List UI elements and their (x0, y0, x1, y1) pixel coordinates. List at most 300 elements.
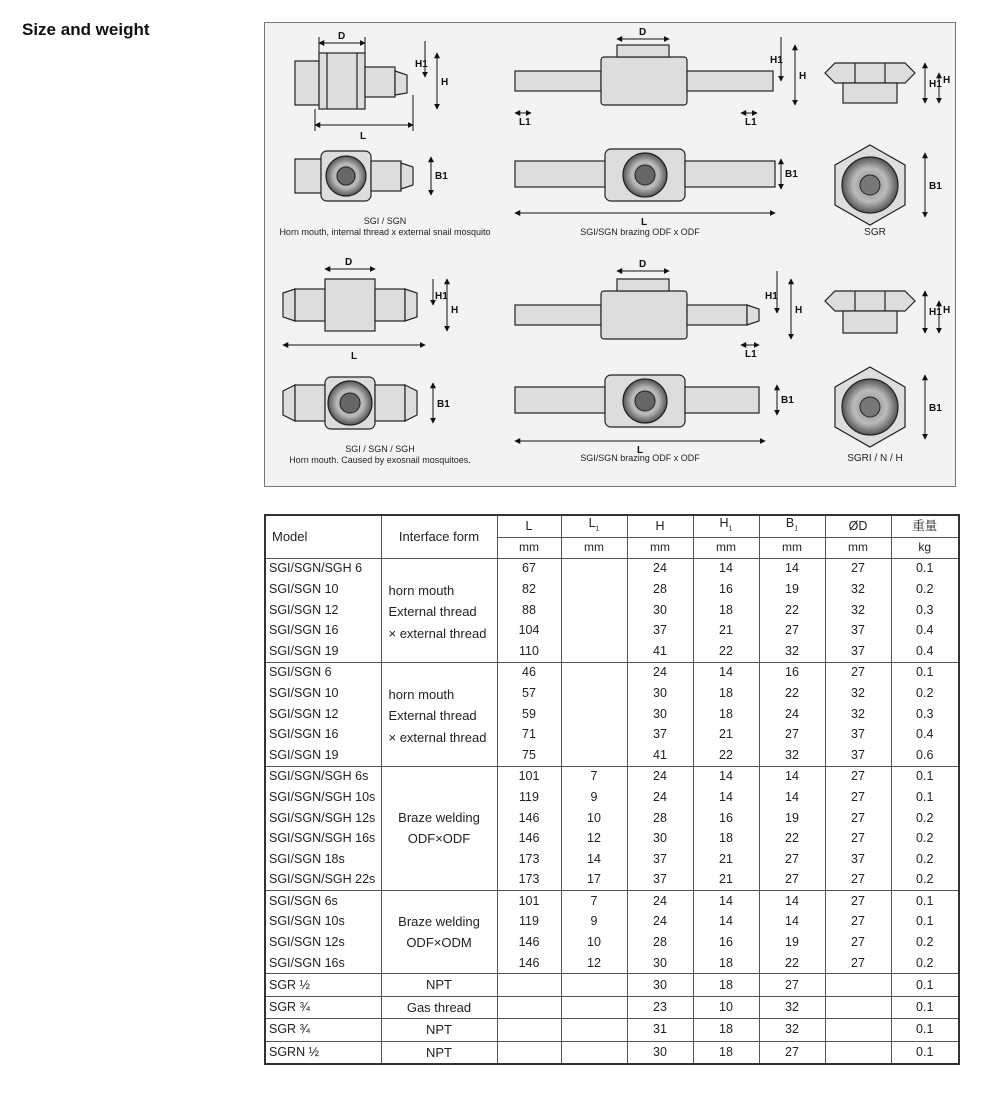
cell-model: SGI/SGN 10 (265, 579, 381, 600)
header-h1-text: H (719, 516, 729, 531)
cell-l1: 10 (561, 932, 627, 953)
cell-d (825, 974, 891, 996)
cell-kg: 0.1 (891, 1019, 959, 1041)
cell-h1: 21 (693, 724, 759, 745)
cell-h: 24 (627, 558, 693, 579)
table-row (265, 932, 959, 953)
table-row (265, 579, 959, 600)
cell-l1: 12 (561, 828, 627, 849)
cell-l: 101 (497, 766, 561, 787)
header-model: Model (265, 515, 381, 558)
cell-l1 (561, 662, 627, 683)
table-row (265, 683, 959, 704)
table-row (265, 996, 959, 1018)
cell-h1: 18 (693, 704, 759, 725)
cell-h1: 18 (693, 683, 759, 704)
caption-brazing-1: SGI/SGN brazing ODF x ODF (580, 227, 700, 237)
cell-l1: 9 (561, 787, 627, 808)
interface-line: × external thread (388, 729, 487, 745)
cell-h1: 14 (693, 766, 759, 787)
cell-model: SGRN ½ (265, 1041, 381, 1064)
cell-h1: 18 (693, 1041, 759, 1064)
dim-label: H (799, 71, 807, 82)
unit-weight: kg (891, 537, 959, 558)
table-row (265, 558, 959, 579)
cell-b1: 19 (759, 808, 825, 829)
dim-label: L (641, 217, 648, 228)
size-weight-table (264, 514, 960, 1065)
cell-l1 (561, 579, 627, 600)
interface-line: ODF×ODM (406, 935, 472, 951)
cell-d: 32 (825, 600, 891, 621)
table-row (265, 891, 959, 912)
interface-line: External thread (388, 604, 477, 620)
cell-h1: 21 (693, 870, 759, 891)
cell-h: 41 (627, 641, 693, 662)
interface-line: NPT (426, 1044, 452, 1060)
unit-h1: mm (693, 537, 759, 558)
cell-l: 71 (497, 724, 561, 745)
cell-l1 (561, 745, 627, 766)
caption-line: Horn mouth. Caused by exosnail mosquitoes. (289, 455, 471, 465)
cell-interface-form (381, 766, 497, 891)
cell-interface-form (381, 891, 497, 974)
cell-model: SGR ¾ (265, 996, 381, 1018)
dim-label: H1 (765, 291, 778, 302)
cell-interface-form (381, 662, 497, 766)
cell-model: SGI/SGN 19 (265, 641, 381, 662)
dim-label: H (441, 77, 449, 88)
cell-l: 67 (497, 558, 561, 579)
cell-h1: 21 (693, 620, 759, 641)
dim-label: L1 (519, 117, 531, 128)
dimension-drawings (264, 22, 956, 487)
cell-d: 32 (825, 683, 891, 704)
cell-b1: 14 (759, 912, 825, 933)
cell-l1: 7 (561, 891, 627, 912)
dim-label: H1 (770, 55, 783, 66)
cell-h: 30 (627, 828, 693, 849)
dim-label: B1 (437, 399, 450, 410)
drawing-sgri-side (825, 291, 915, 333)
cell-h: 28 (627, 932, 693, 953)
cell-l (497, 996, 561, 1018)
cell-b1: 27 (759, 620, 825, 641)
cell-kg: 0.2 (891, 932, 959, 953)
cell-l: 146 (497, 808, 561, 829)
cell-h1: 14 (693, 891, 759, 912)
cell-l: 101 (497, 891, 561, 912)
cell-interface-form (381, 1041, 497, 1064)
cell-d: 37 (825, 745, 891, 766)
cell-h1: 16 (693, 932, 759, 953)
header-l1: $L_1$ (561, 515, 627, 537)
cell-model: SGI/SGN/SGH 16s (265, 828, 381, 849)
cell-b1: 22 (759, 683, 825, 704)
table-row (265, 1041, 959, 1064)
cell-d: 27 (825, 953, 891, 974)
cell-b1: 22 (759, 828, 825, 849)
cell-l1: 12 (561, 953, 627, 974)
header-l: L (497, 515, 561, 537)
cell-l1 (561, 641, 627, 662)
cell-model: SGI/SGN 16 (265, 620, 381, 641)
dim-label: L1 (745, 349, 757, 360)
cell-l (497, 1041, 561, 1064)
cell-kg: 0.2 (891, 849, 959, 870)
cell-kg: 0.4 (891, 620, 959, 641)
cell-d: 37 (825, 641, 891, 662)
cell-model: SGI/SGN 12 (265, 704, 381, 725)
header-interface: Interface form (381, 515, 497, 558)
caption-line: Horn mouth, internal thread x external snail mosquito (279, 227, 491, 237)
cell-b1: 24 (759, 704, 825, 725)
cell-kg: 0.1 (891, 766, 959, 787)
drawing-sgh-side (283, 279, 417, 331)
caption-line: SGI / SGN / SGH (345, 444, 415, 454)
cell-h1: 18 (693, 828, 759, 849)
table-row (265, 766, 959, 787)
dim-label: H1 (435, 291, 448, 302)
interface-line: External thread (388, 708, 477, 724)
cell-d (825, 1019, 891, 1041)
dim-label: B1 (781, 395, 794, 406)
cell-b1: 27 (759, 724, 825, 745)
cell-d: 27 (825, 870, 891, 891)
cell-h: 30 (627, 953, 693, 974)
cell-h: 37 (627, 849, 693, 870)
interface-line: × external thread (388, 625, 487, 641)
cell-d (825, 1041, 891, 1064)
cell-interface-form (381, 996, 497, 1018)
cell-b1: 27 (759, 974, 825, 996)
cell-d: 32 (825, 579, 891, 600)
caption-line: SGI / SGN (363, 216, 407, 226)
cell-interface-form (381, 1019, 497, 1041)
dim-label: B1 (929, 403, 942, 414)
caption-sgri: SGRI / N / H (847, 453, 903, 464)
cell-d: 27 (825, 828, 891, 849)
cell-l: 46 (497, 662, 561, 683)
cell-l1: 9 (561, 912, 627, 933)
interface-line: Braze welding (398, 809, 480, 825)
cell-h: 30 (627, 600, 693, 621)
cell-kg: 0.1 (891, 996, 959, 1018)
drawing-sgi-side (295, 53, 407, 109)
cell-interface-form (381, 558, 497, 662)
table-row (265, 870, 959, 891)
cell-kg: 0.2 (891, 870, 959, 891)
cell-h: 28 (627, 808, 693, 829)
cell-d: 27 (825, 808, 891, 829)
table-row (265, 1019, 959, 1041)
cell-b1: 22 (759, 600, 825, 621)
cell-h1: 18 (693, 600, 759, 621)
dim-label: B1 (435, 171, 448, 182)
table-row (265, 620, 959, 641)
cell-h: 30 (627, 704, 693, 725)
dim-label: B1 (929, 181, 942, 192)
cell-l: 75 (497, 745, 561, 766)
cell-d: 27 (825, 912, 891, 933)
table-row (265, 745, 959, 766)
cell-b1: 27 (759, 849, 825, 870)
table-row (265, 849, 959, 870)
cell-model: SGI/SGN 16s (265, 953, 381, 974)
dim-label: D (639, 259, 647, 270)
cell-h1: 18 (693, 953, 759, 974)
cell-h: 28 (627, 579, 693, 600)
dim-label: D (639, 27, 647, 38)
caption-sgr: SGR (864, 227, 886, 238)
table-row (265, 600, 959, 621)
cell-l1 (561, 996, 627, 1018)
cell-kg: 0.1 (891, 787, 959, 808)
cell-h: 37 (627, 724, 693, 745)
cell-d: 27 (825, 891, 891, 912)
cell-l: 119 (497, 912, 561, 933)
table-row (265, 704, 959, 725)
table-row (265, 828, 959, 849)
cell-model: SGR ¾ (265, 1019, 381, 1041)
cell-d: 27 (825, 558, 891, 579)
cell-b1: 32 (759, 745, 825, 766)
cell-kg: 0.6 (891, 745, 959, 766)
cell-b1: 16 (759, 662, 825, 683)
cell-b1: 19 (759, 932, 825, 953)
cell-l1: 10 (561, 808, 627, 829)
cell-model: SGI/SGN 12s (265, 932, 381, 953)
cell-h: 31 (627, 1019, 693, 1041)
cell-h1: 18 (693, 1019, 759, 1041)
cell-d: 27 (825, 662, 891, 683)
header-l1-text: L (588, 516, 596, 531)
table-row (265, 974, 959, 996)
cell-kg: 0.4 (891, 641, 959, 662)
cell-h1: 14 (693, 662, 759, 683)
cell-l1 (561, 558, 627, 579)
interface-line: Gas thread (406, 999, 472, 1015)
cell-l: 146 (497, 953, 561, 974)
cell-l: 146 (497, 828, 561, 849)
cell-l1: 14 (561, 849, 627, 870)
cell-d: 37 (825, 724, 891, 745)
cell-l: 110 (497, 641, 561, 662)
cell-h: 24 (627, 891, 693, 912)
dim-label: H (451, 305, 459, 316)
cell-kg: 0.2 (891, 953, 959, 974)
cell-b1: 19 (759, 579, 825, 600)
table-row (265, 641, 959, 662)
cell-interface-form (381, 974, 497, 996)
cell-h1: 14 (693, 558, 759, 579)
drawing-sgr-side (825, 63, 915, 103)
table-row (265, 662, 959, 683)
interface-line: Braze welding (398, 913, 480, 929)
cell-h1: 22 (693, 641, 759, 662)
cell-model: SGI/SGN/SGH 10s (265, 787, 381, 808)
interface-line: horn mouth (388, 582, 455, 598)
cell-d (825, 996, 891, 1018)
cell-l1 (561, 724, 627, 745)
cell-kg: 0.2 (891, 828, 959, 849)
cell-l: 173 (497, 870, 561, 891)
interface-line: NPT (426, 977, 452, 993)
cell-model: SGI/SGN 10s (265, 912, 381, 933)
cell-model: SGR ½ (265, 974, 381, 996)
cell-l: 146 (497, 932, 561, 953)
cell-l1 (561, 974, 627, 996)
cell-h: 30 (627, 974, 693, 996)
cell-kg: 0.3 (891, 704, 959, 725)
unit-l1: mm (561, 537, 627, 558)
cell-d: 27 (825, 932, 891, 953)
cell-model: SGI/SGN 6 (265, 662, 381, 683)
cell-d: 27 (825, 787, 891, 808)
cell-model: SGI/SGN/SGH 22s (265, 870, 381, 891)
drawing-brazing-side (515, 45, 773, 105)
dim-label: L (637, 445, 644, 456)
dim-label: H1 (929, 307, 942, 318)
cell-l1: 17 (561, 870, 627, 891)
cell-kg: 0.2 (891, 808, 959, 829)
cell-b1: 14 (759, 891, 825, 912)
cell-h: 23 (627, 996, 693, 1018)
interface-line: NPT (426, 1022, 452, 1038)
cell-l1 (561, 600, 627, 621)
header-h1: $H_1$ (693, 515, 759, 537)
caption-brazing-2: SGI/SGN brazing ODF x ODF (580, 453, 700, 463)
cell-l: 82 (497, 579, 561, 600)
caption-sgi-sgn-sgh (265, 444, 495, 466)
cell-d: 27 (825, 766, 891, 787)
cell-model: SGI/SGN/SGH 6s (265, 766, 381, 787)
technical-drawings (265, 23, 957, 488)
header-d: ØD (825, 515, 891, 537)
unit-b1: mm (759, 537, 825, 558)
cell-d: 37 (825, 620, 891, 641)
cell-h1: 14 (693, 787, 759, 808)
cell-h: 24 (627, 662, 693, 683)
cell-l1 (561, 620, 627, 641)
cell-h: 24 (627, 912, 693, 933)
cell-kg: 0.1 (891, 1041, 959, 1064)
cell-b1: 27 (759, 1041, 825, 1064)
table-row (265, 912, 959, 933)
cell-b1: 14 (759, 558, 825, 579)
cell-l: 104 (497, 620, 561, 641)
dim-label: L (351, 351, 358, 362)
cell-l: 119 (497, 787, 561, 808)
table-row (265, 787, 959, 808)
dim-label: L (360, 131, 367, 142)
cell-d: 37 (825, 849, 891, 870)
cell-b1: 14 (759, 766, 825, 787)
cell-h1: 22 (693, 745, 759, 766)
cell-l1 (561, 683, 627, 704)
cell-l1 (561, 1041, 627, 1064)
cell-kg: 0.4 (891, 724, 959, 745)
cell-b1: 27 (759, 870, 825, 891)
cell-h: 24 (627, 787, 693, 808)
dim-label: B1 (785, 169, 798, 180)
cell-kg: 0.1 (891, 891, 959, 912)
cell-l: 88 (497, 600, 561, 621)
caption-sgi-sgn (265, 216, 505, 238)
cell-model: SGI/SGN 10 (265, 683, 381, 704)
dim-label: H1 (415, 59, 428, 70)
cell-h: 41 (627, 745, 693, 766)
cell-model: SGI/SGN 12 (265, 600, 381, 621)
interface-line: ODF×ODF (407, 831, 471, 847)
cell-kg: 0.1 (891, 662, 959, 683)
cell-l: 173 (497, 849, 561, 870)
cell-h1: 21 (693, 849, 759, 870)
cell-kg: 0.3 (891, 600, 959, 621)
cell-h: 37 (627, 620, 693, 641)
cell-kg: 0.2 (891, 579, 959, 600)
cell-model: SGI/SGN 6s (265, 891, 381, 912)
cell-h1: 16 (693, 579, 759, 600)
cell-b1: 32 (759, 1019, 825, 1041)
dim-label: D (338, 31, 346, 42)
unit-d: mm (825, 537, 891, 558)
cell-h1: 14 (693, 912, 759, 933)
cell-b1: 22 (759, 953, 825, 974)
dim-label: H (795, 305, 803, 316)
cell-model: SGI/SGN/SGH 12s (265, 808, 381, 829)
cell-h1: 16 (693, 808, 759, 829)
cell-b1: 32 (759, 996, 825, 1018)
cell-h1: 10 (693, 996, 759, 1018)
cell-kg: 0.1 (891, 974, 959, 996)
cell-l1 (561, 1019, 627, 1041)
dim-label: H (943, 75, 951, 86)
cell-model: SGI/SGN 16 (265, 724, 381, 745)
cell-kg: 0.1 (891, 912, 959, 933)
cell-l1: 7 (561, 766, 627, 787)
cell-h: 37 (627, 870, 693, 891)
cell-b1: 32 (759, 641, 825, 662)
cell-l (497, 1019, 561, 1041)
dim-label: L1 (745, 117, 757, 128)
cell-model: SGI/SGN 18s (265, 849, 381, 870)
cell-d: 32 (825, 704, 891, 725)
dim-label: H1 (929, 79, 942, 90)
cell-h1: 18 (693, 974, 759, 996)
cell-model: SGI/SGN 19 (265, 745, 381, 766)
section-heading: Size and weight (22, 20, 150, 39)
cell-l: 57 (497, 683, 561, 704)
header-h: H (627, 515, 693, 537)
table-row (265, 953, 959, 974)
interface-line: horn mouth (388, 686, 455, 702)
cell-h: 30 (627, 683, 693, 704)
table-row (265, 808, 959, 829)
header-weight: 重量 (891, 515, 959, 537)
cell-b1: 14 (759, 787, 825, 808)
drawing-brazing2-side (515, 279, 759, 339)
cell-h: 24 (627, 766, 693, 787)
unit-l: mm (497, 537, 561, 558)
cell-l (497, 974, 561, 996)
cell-l: 59 (497, 704, 561, 725)
cell-model: SGI/SGN/SGH 6 (265, 558, 381, 579)
dim-label: D (345, 257, 353, 268)
cell-l1 (561, 704, 627, 725)
table-row (265, 724, 959, 745)
unit-h: mm (627, 537, 693, 558)
